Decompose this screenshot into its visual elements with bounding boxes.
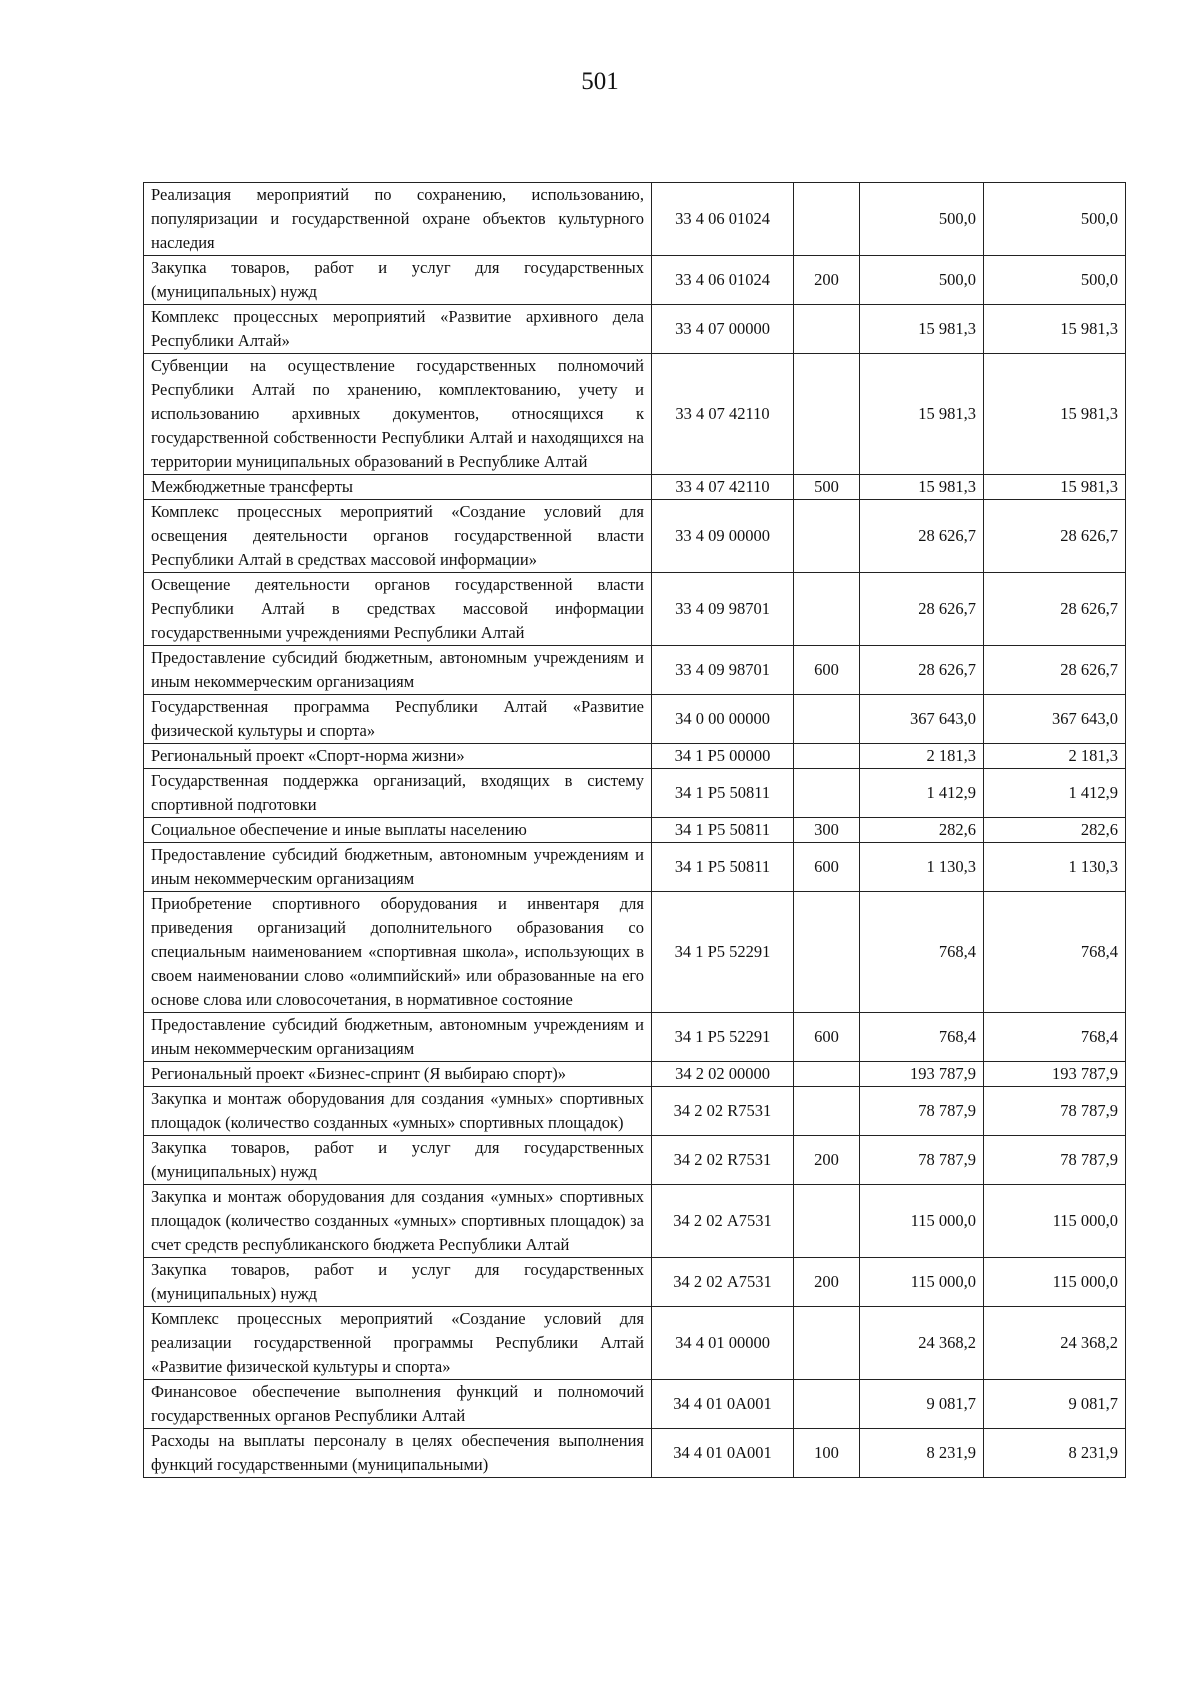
row-expense-type bbox=[794, 695, 860, 744]
row-amount-year-1: 15 981,3 bbox=[860, 475, 984, 500]
row-amount-year-1: 115 000,0 bbox=[860, 1258, 984, 1307]
row-amount-year-1: 1 412,9 bbox=[860, 769, 984, 818]
row-target-code: 34 1 Р5 50811 bbox=[652, 843, 794, 892]
table-row bbox=[144, 1307, 1126, 1380]
table-row bbox=[144, 695, 1126, 744]
row-target-code: 33 4 06 01024 bbox=[652, 256, 794, 305]
row-description: Освещение деятельности органов государственной власти Республики Алтай в средствах массовой информации государственными учреждениями Республики Алтай bbox=[144, 573, 652, 646]
row-target-code: 34 1 Р5 52291 bbox=[652, 892, 794, 1013]
row-description: Предоставление субсидий бюджетным, автономным учреждениям и иным некоммерческим организациям bbox=[144, 1013, 652, 1062]
table-row bbox=[144, 843, 1126, 892]
row-amount-year-1: 2 181,3 bbox=[860, 744, 984, 769]
budget-table bbox=[143, 182, 1126, 1478]
row-expense-type bbox=[794, 1380, 860, 1429]
row-amount-year-2: 193 787,9 bbox=[984, 1062, 1126, 1087]
row-amount-year-2: 8 231,9 bbox=[984, 1429, 1126, 1478]
page-number: 501 bbox=[581, 68, 619, 95]
row-description: Государственная программа Республики Алтай «Развитие физической культуры и спорта» bbox=[144, 695, 652, 744]
row-target-code: 33 4 09 98701 bbox=[652, 646, 794, 695]
row-description: Комплекс процессных мероприятий «Создание условий для освещения деятельности органов государственной власти Республики Алтай в средствах массовой информации» bbox=[144, 500, 652, 573]
table-row bbox=[144, 256, 1126, 305]
table-row bbox=[144, 1380, 1126, 1429]
row-amount-year-1: 78 787,9 bbox=[860, 1087, 984, 1136]
row-amount-year-2: 28 626,7 bbox=[984, 573, 1126, 646]
table-row bbox=[144, 500, 1126, 573]
row-target-code: 34 2 02 А7531 bbox=[652, 1185, 794, 1258]
row-description: Закупка товаров, работ и услуг для государственных (муниципальных) нужд bbox=[144, 256, 652, 305]
table-row bbox=[144, 1062, 1126, 1087]
row-description: Межбюджетные трансферты bbox=[144, 475, 652, 500]
table-row bbox=[144, 475, 1126, 500]
row-amount-year-2: 282,6 bbox=[984, 818, 1126, 843]
row-expense-type bbox=[794, 1062, 860, 1087]
row-amount-year-1: 1 130,3 bbox=[860, 843, 984, 892]
row-description: Приобретение спортивного оборудования и инвентаря для приведения организаций дополнительного образования со специальным наименованием «спортивная школа», использующих в своем наименовании слово «олимпийский» или образованные на его основе слова или словосочетания, в нормативное состояние bbox=[144, 892, 652, 1013]
table-row bbox=[144, 744, 1126, 769]
row-amount-year-2: 78 787,9 bbox=[984, 1136, 1126, 1185]
row-amount-year-2: 15 981,3 bbox=[984, 305, 1126, 354]
row-expense-type bbox=[794, 1185, 860, 1258]
row-expense-type bbox=[794, 305, 860, 354]
table-row bbox=[144, 1087, 1126, 1136]
row-target-code: 34 4 01 0А001 bbox=[652, 1429, 794, 1478]
row-description: Государственная поддержка организаций, входящих в систему спортивной подготовки bbox=[144, 769, 652, 818]
row-expense-type: 300 bbox=[794, 818, 860, 843]
row-expense-type: 500 bbox=[794, 475, 860, 500]
row-target-code: 33 4 07 00000 bbox=[652, 305, 794, 354]
table-row bbox=[144, 305, 1126, 354]
row-target-code: 33 4 07 42110 bbox=[652, 475, 794, 500]
row-expense-type: 600 bbox=[794, 1013, 860, 1062]
row-amount-year-1: 15 981,3 bbox=[860, 305, 984, 354]
row-amount-year-1: 500,0 bbox=[860, 183, 984, 256]
row-expense-type bbox=[794, 1307, 860, 1380]
row-target-code: 34 4 01 0А001 bbox=[652, 1380, 794, 1429]
row-description: Региональный проект «Спорт-норма жизни» bbox=[144, 744, 652, 769]
row-expense-type: 200 bbox=[794, 1136, 860, 1185]
budget-table-body bbox=[144, 183, 1126, 1478]
row-expense-type: 200 bbox=[794, 1258, 860, 1307]
row-expense-type bbox=[794, 892, 860, 1013]
row-target-code: 34 1 Р5 50811 bbox=[652, 769, 794, 818]
row-amount-year-1: 28 626,7 bbox=[860, 500, 984, 573]
row-amount-year-2: 367 643,0 bbox=[984, 695, 1126, 744]
row-description: Расходы на выплаты персоналу в целях обеспечения выполнения функций государственными (муниципальными) bbox=[144, 1429, 652, 1478]
row-amount-year-2: 28 626,7 bbox=[984, 500, 1126, 573]
row-amount-year-2: 768,4 bbox=[984, 1013, 1126, 1062]
table-row bbox=[144, 1136, 1126, 1185]
row-target-code: 34 2 02 00000 bbox=[652, 1062, 794, 1087]
row-amount-year-2: 15 981,3 bbox=[984, 354, 1126, 475]
row-amount-year-2: 1 412,9 bbox=[984, 769, 1126, 818]
row-amount-year-1: 78 787,9 bbox=[860, 1136, 984, 1185]
row-description: Региональный проект «Бизнес-спринт (Я выбираю спорт)» bbox=[144, 1062, 652, 1087]
row-expense-type bbox=[794, 354, 860, 475]
row-amount-year-1: 768,4 bbox=[860, 1013, 984, 1062]
row-expense-type bbox=[794, 500, 860, 573]
row-amount-year-2: 115 000,0 bbox=[984, 1258, 1126, 1307]
row-amount-year-2: 1 130,3 bbox=[984, 843, 1126, 892]
table-row bbox=[144, 573, 1126, 646]
row-amount-year-2: 78 787,9 bbox=[984, 1087, 1126, 1136]
row-target-code: 34 4 01 00000 bbox=[652, 1307, 794, 1380]
row-amount-year-1: 28 626,7 bbox=[860, 573, 984, 646]
table-row bbox=[144, 183, 1126, 256]
row-target-code: 34 0 00 00000 bbox=[652, 695, 794, 744]
row-amount-year-1: 15 981,3 bbox=[860, 354, 984, 475]
row-expense-type bbox=[794, 183, 860, 256]
row-expense-type: 600 bbox=[794, 646, 860, 695]
row-description: Комплекс процессных мероприятий «Создание условий для реализации государственной программы Республики Алтай «Развитие физической культуры и спорта» bbox=[144, 1307, 652, 1380]
row-target-code: 34 2 02 А7531 bbox=[652, 1258, 794, 1307]
row-amount-year-1: 28 626,7 bbox=[860, 646, 984, 695]
row-description: Предоставление субсидий бюджетным, автономным учреждениям и иным некоммерческим организациям bbox=[144, 646, 652, 695]
row-description: Финансовое обеспечение выполнения функций и полномочий государственных органов Республики Алтай bbox=[144, 1380, 652, 1429]
row-amount-year-2: 28 626,7 bbox=[984, 646, 1126, 695]
row-target-code: 34 1 Р5 52291 bbox=[652, 1013, 794, 1062]
table-row bbox=[144, 354, 1126, 475]
row-expense-type: 200 bbox=[794, 256, 860, 305]
table-row bbox=[144, 1258, 1126, 1307]
row-description: Закупка и монтаж оборудования для создания «умных» спортивных площадок (количество созданных «умных» спортивных площадок) за счет средств республиканского бюджета Республики Алтай bbox=[144, 1185, 652, 1258]
row-amount-year-1: 768,4 bbox=[860, 892, 984, 1013]
row-target-code: 34 2 02 R7531 bbox=[652, 1087, 794, 1136]
row-amount-year-1: 367 643,0 bbox=[860, 695, 984, 744]
row-amount-year-2: 24 368,2 bbox=[984, 1307, 1126, 1380]
row-amount-year-2: 15 981,3 bbox=[984, 475, 1126, 500]
row-expense-type bbox=[794, 769, 860, 818]
row-amount-year-2: 500,0 bbox=[984, 183, 1126, 256]
table-row bbox=[144, 1429, 1126, 1478]
row-amount-year-1: 115 000,0 bbox=[860, 1185, 984, 1258]
row-description: Реализация мероприятий по сохранению, использованию, популяризации и государственной охране объектов культурного наследия bbox=[144, 183, 652, 256]
row-amount-year-2: 768,4 bbox=[984, 892, 1126, 1013]
row-target-code: 33 4 09 00000 bbox=[652, 500, 794, 573]
row-description: Закупка и монтаж оборудования для создания «умных» спортивных площадок (количество созданных «умных» спортивных площадок) bbox=[144, 1087, 652, 1136]
row-amount-year-2: 9 081,7 bbox=[984, 1380, 1126, 1429]
row-target-code: 34 1 Р5 50811 bbox=[652, 818, 794, 843]
row-amount-year-1: 282,6 bbox=[860, 818, 984, 843]
row-description: Субвенции на осуществление государственных полномочий Республики Алтай по хранению, комплектованию, учету и использованию архивных документов, относящихся к государственной собственности Республики Алтай и находящихся на территории муниципальных образований в Республике Алтай bbox=[144, 354, 652, 475]
row-target-code: 33 4 09 98701 bbox=[652, 573, 794, 646]
row-description: Закупка товаров, работ и услуг для государственных (муниципальных) нужд bbox=[144, 1258, 652, 1307]
row-expense-type bbox=[794, 1087, 860, 1136]
row-target-code: 34 2 02 R7531 bbox=[652, 1136, 794, 1185]
table-row bbox=[144, 1013, 1126, 1062]
row-amount-year-2: 115 000,0 bbox=[984, 1185, 1126, 1258]
row-amount-year-2: 500,0 bbox=[984, 256, 1126, 305]
row-amount-year-1: 500,0 bbox=[860, 256, 984, 305]
row-amount-year-1: 24 368,2 bbox=[860, 1307, 984, 1380]
row-amount-year-1: 8 231,9 bbox=[860, 1429, 984, 1478]
row-description: Предоставление субсидий бюджетным, автономным учреждениям и иным некоммерческим организациям bbox=[144, 843, 652, 892]
row-expense-type bbox=[794, 744, 860, 769]
table-row bbox=[144, 769, 1126, 818]
row-amount-year-2: 2 181,3 bbox=[984, 744, 1126, 769]
row-target-code: 33 4 07 42110 bbox=[652, 354, 794, 475]
row-description: Комплекс процессных мероприятий «Развитие архивного дела Республики Алтай» bbox=[144, 305, 652, 354]
table-row bbox=[144, 646, 1126, 695]
row-target-code: 33 4 06 01024 bbox=[652, 183, 794, 256]
row-target-code: 34 1 Р5 00000 bbox=[652, 744, 794, 769]
row-expense-type bbox=[794, 573, 860, 646]
row-amount-year-1: 9 081,7 bbox=[860, 1380, 984, 1429]
row-expense-type: 600 bbox=[794, 843, 860, 892]
row-description: Закупка товаров, работ и услуг для государственных (муниципальных) нужд bbox=[144, 1136, 652, 1185]
table-row bbox=[144, 1185, 1126, 1258]
row-expense-type: 100 bbox=[794, 1429, 860, 1478]
row-amount-year-1: 193 787,9 bbox=[860, 1062, 984, 1087]
table-row bbox=[144, 818, 1126, 843]
table-row bbox=[144, 892, 1126, 1013]
row-description: Социальное обеспечение и иные выплаты населению bbox=[144, 818, 652, 843]
